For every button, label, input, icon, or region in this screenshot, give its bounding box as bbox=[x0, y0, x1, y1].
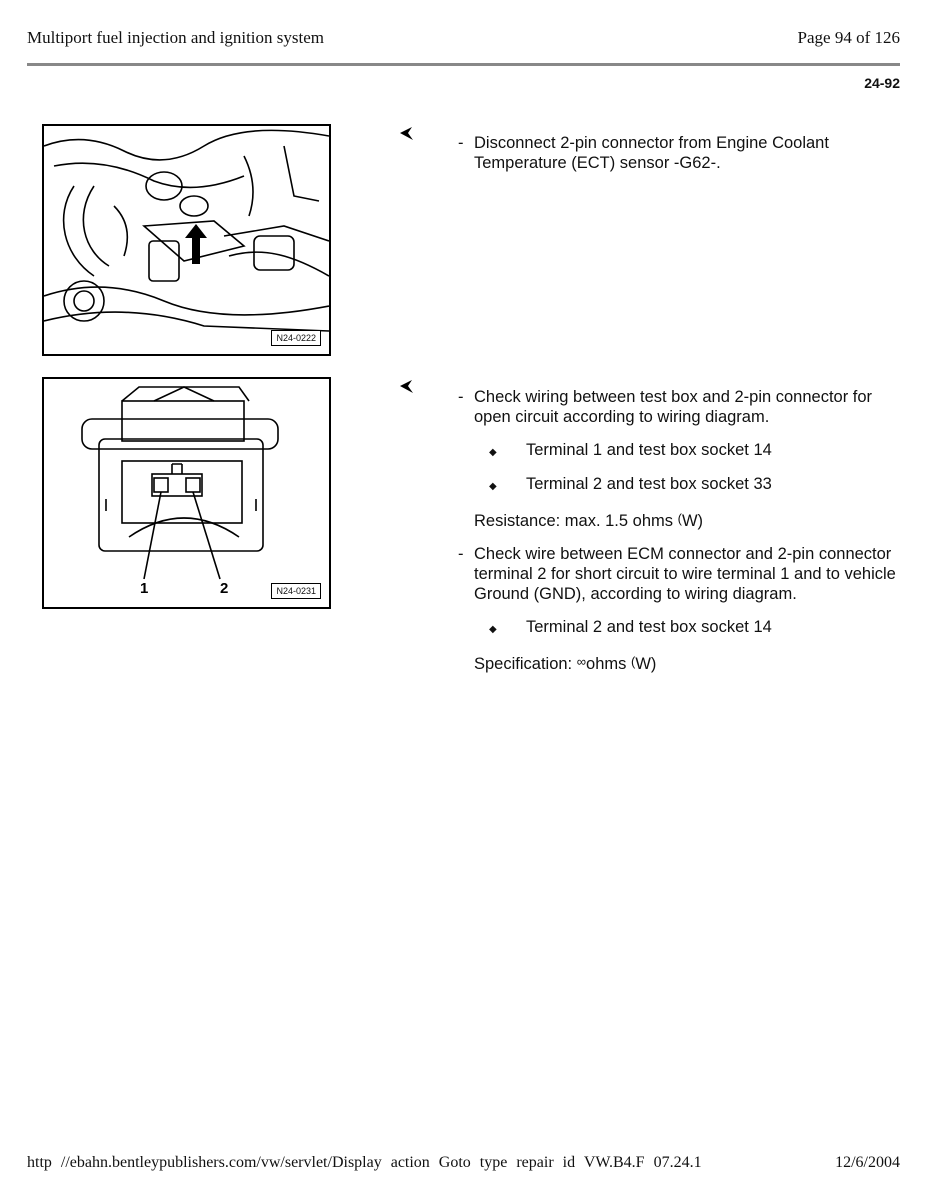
figure-label: N24-0222 bbox=[271, 330, 321, 346]
bullet-item bbox=[458, 440, 898, 460]
spec-label: Specification: bbox=[474, 655, 573, 673]
footer-url: http //ebahn.bentleypublishers.com/vw/servlet/Display action Goto type repair id VW.B4.F 07.24.1 bbox=[27, 1154, 702, 1171]
spec-text: ohms bbox=[586, 655, 627, 673]
bullet-item bbox=[458, 474, 898, 494]
callout-1: 1 bbox=[140, 580, 149, 597]
callout-2: 2 bbox=[220, 580, 229, 597]
step-dash: - bbox=[458, 388, 464, 406]
figure-label: N24-0231 bbox=[271, 583, 321, 599]
spec-unit: W) bbox=[635, 655, 657, 673]
pointer-arrow-icon bbox=[398, 126, 416, 142]
bullet-item bbox=[458, 617, 898, 637]
pointer-arrow-icon bbox=[398, 379, 416, 395]
section-code: 24-92 bbox=[864, 75, 900, 91]
step-text: Check wiring between test box and 2-pin connector for open circuit according to wiring diagram. bbox=[474, 388, 873, 426]
bullet-text: Terminal 2 and test box socket 33 bbox=[526, 475, 772, 493]
resistance-text: Resistance: max. 1.5 ohms bbox=[474, 512, 673, 530]
diamond-bullet-icon: ◆ bbox=[489, 624, 497, 635]
instruction-step bbox=[458, 544, 898, 604]
bullet-text: Terminal 2 and test box socket 14 bbox=[526, 618, 772, 636]
diamond-bullet-icon: ◆ bbox=[489, 447, 497, 458]
document-title: Multiport fuel injection and ignition system bbox=[27, 28, 324, 47]
step-dash: - bbox=[458, 134, 464, 152]
paren-glyph: ( bbox=[630, 654, 636, 669]
resistance-spec bbox=[458, 509, 898, 531]
instruction-step bbox=[458, 387, 898, 427]
bullet-text: Terminal 1 and test box socket 14 bbox=[526, 441, 772, 459]
figure-2pin-connector bbox=[42, 377, 331, 609]
step-text: Check wire between ECM connector and 2-pin connector terminal 2 for short circuit to wire terminal 1 and to vehicle Ground (GND), according to wiring diagram. bbox=[474, 545, 896, 603]
connector-illustration bbox=[44, 379, 329, 607]
step-text: Disconnect 2-pin connector from Engine Coolant Temperature (ECT) sensor -G62-. bbox=[474, 134, 829, 172]
engine-illustration bbox=[44, 126, 329, 354]
arrow-indicator bbox=[185, 224, 207, 264]
header-divider bbox=[27, 63, 900, 66]
paren-glyph: ( bbox=[677, 511, 682, 526]
specification bbox=[458, 652, 898, 674]
step-dash: - bbox=[458, 545, 464, 563]
instruction-step bbox=[458, 133, 898, 173]
instruction-block-2 bbox=[458, 387, 898, 674]
page-number: Page 94 of 126 bbox=[797, 28, 900, 47]
figure-ect-sensor-location bbox=[42, 124, 331, 356]
diamond-bullet-icon: ◆ bbox=[489, 481, 497, 492]
footer-date: 12/6/2004 bbox=[835, 1154, 900, 1171]
infinity-symbol: ∞ bbox=[576, 654, 587, 669]
instruction-block-1 bbox=[458, 133, 898, 173]
resistance-unit: W) bbox=[681, 512, 704, 530]
